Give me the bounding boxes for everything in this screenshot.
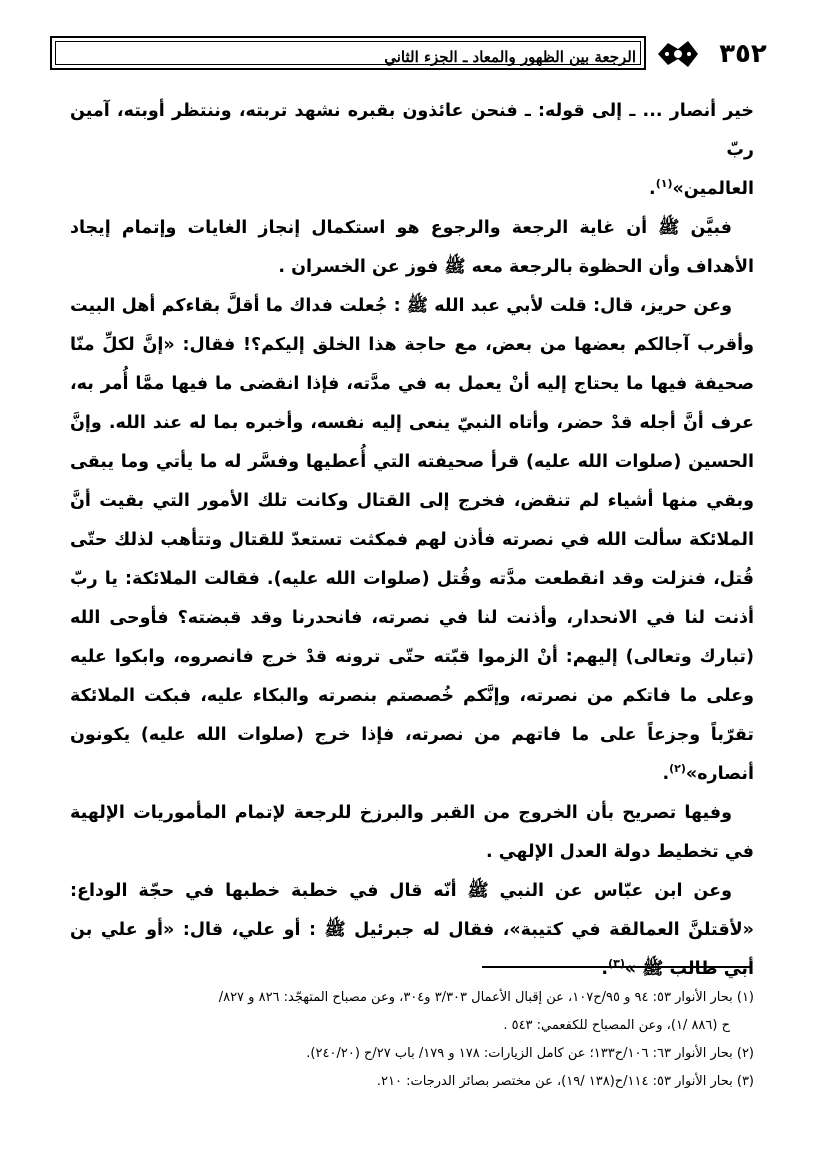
paragraph (70, 92, 754, 209)
header-frame (50, 36, 646, 70)
footnote-ref-1[interactable]: (١) (655, 177, 673, 191)
period: . (601, 959, 609, 979)
main-text (70, 92, 754, 989)
paragraph: فبيَّن ﷺ أن غاية الرجعة والرجوع هو استكمال إنجاز الغايات وإتمام إيجاد الأهداف وأن الحظوة بالرجعة معه ﷺ فوز عن الخسران . (70, 218, 754, 277)
footnote-1-continued: ح (٨٨٦ /١)، وعن المصباح للكفعمي: ٥٤٣ . (503, 1018, 730, 1033)
paragraph: وفيها تصريح بأن الخروج من القبر والبرزخ للرجعة لإتمام المأموريات الإلهية في تخطيط دولة العدل الإلهي . (70, 803, 754, 862)
footnote-3: (٣) بحار الأنوار ٥٣: ١١٤/ح(١٣٨ /١٩)، عن مختصر بصائر الدرجات: ٢١٠. (376, 1074, 754, 1089)
period: . (662, 764, 670, 784)
footnote-1: (١) بحار الأنوار ٥٣: ٩٤ و ٩٥/ح١٠٧، عن إقبال الأعمال ٣/٣٠٣ و٣٠٤، وعن مصباح المتهجّد: ٨٢٦ و ٨٢٧/ (218, 990, 754, 1005)
footnote-ref-2[interactable]: (٢) (669, 762, 686, 776)
footnote-2: (٢) بحار الأنوار ٦٣: ١٠٦/ح١٣٣؛ عن كامل الزيارات: ١٧٨ و ١٧٩/ باب ٢٧/ح (٢٤٠/٢٠). (306, 1046, 754, 1061)
period: . (649, 179, 656, 199)
text-line: العالمين» (672, 179, 754, 199)
footnotes (70, 984, 754, 1096)
text-line: خير أنصار ... ـ إلى قوله: ـ فنحن عائذون بقبره نشهد تربته، وننتظر أوبته، آمين ربّ (70, 101, 754, 160)
ornament-icon (656, 37, 700, 71)
page-header (50, 34, 776, 74)
page-number: ٣٥٢ (719, 39, 767, 69)
paragraph (70, 287, 754, 794)
footnote-ref-3[interactable]: (٣) (608, 957, 625, 971)
hadith-text: وعن حريز، قال: قلت لأبي عبد الله ﷺ : جُعلت فداك ما أقلَّ بقاءكم أهل البيت وأقرب آجالكم بعضها من بعض، مع حاجة هذا الخلق إليكم؟! فقال: «إنَّ لكلِّ منّا صحيفة فيها ما يحتاج إليه أنْ يعمل به في مدَّته، فإذا انقضى ما فيها ممَّا أُمر به، عرف أنَّ أجله قدْ حضر، وأتاه النبيّ ينعى إليه نفسه، وأخبره بما له عند الله. وإنَّ الحسين (صلوات الله عليه) قرأ صحيفته التي أُعطيها وفسَّر له ما يأتي وما يبقى وبقي منها أشياء لم تنقض، فخرج إلى القتال وكانت تلك الأمور التي بقيت أنَّ الملائكة سألت الله في نصرته فأذن لهم فمكثت تستعدّ للقتال وتتأهب لذلك حتّى قُتل، فنزلت وقد انقطعت مدَّته وقُتل (صلوات الله عليه). فقالت الملائكة: يا ربّ أذنت لنا في الانحدار، وأذنت لنا في نصرته، فانحدرنا وقد قبضته؟ فأوحى الله (تبارك وتعالى) إليهم: أنْ الزموا قبّته حتّى ترونه قدْ خرج فانصروه، وابكوا عليه وعلى ما فاتكم من نصرته، وإنَّكم خُصصتم بنصرته والبكاء عليه، فبكت الملائكة تقرّباً وجزعاً على ما فاتهم من نصرته، فإذا خرج (صلوات الله عليه) يكونون أنصاره» (70, 296, 754, 784)
hadith-text: وعن ابن عبّاس عن النبي ﷺ أنّه قال في خطبة خطبها في حجّة الوداع: «لأقتلنَّ العمالقة في كتيبة»، فقال له جبرئيل ﷺ : أو علي، قال: «أو علي بن أبي طالب ﷺ » (70, 881, 754, 979)
paragraph (70, 872, 754, 989)
footnote-separator (482, 966, 752, 968)
running-title: الرجعة بين الظهور والمعاد ـ الجزء الثاني (384, 48, 636, 66)
